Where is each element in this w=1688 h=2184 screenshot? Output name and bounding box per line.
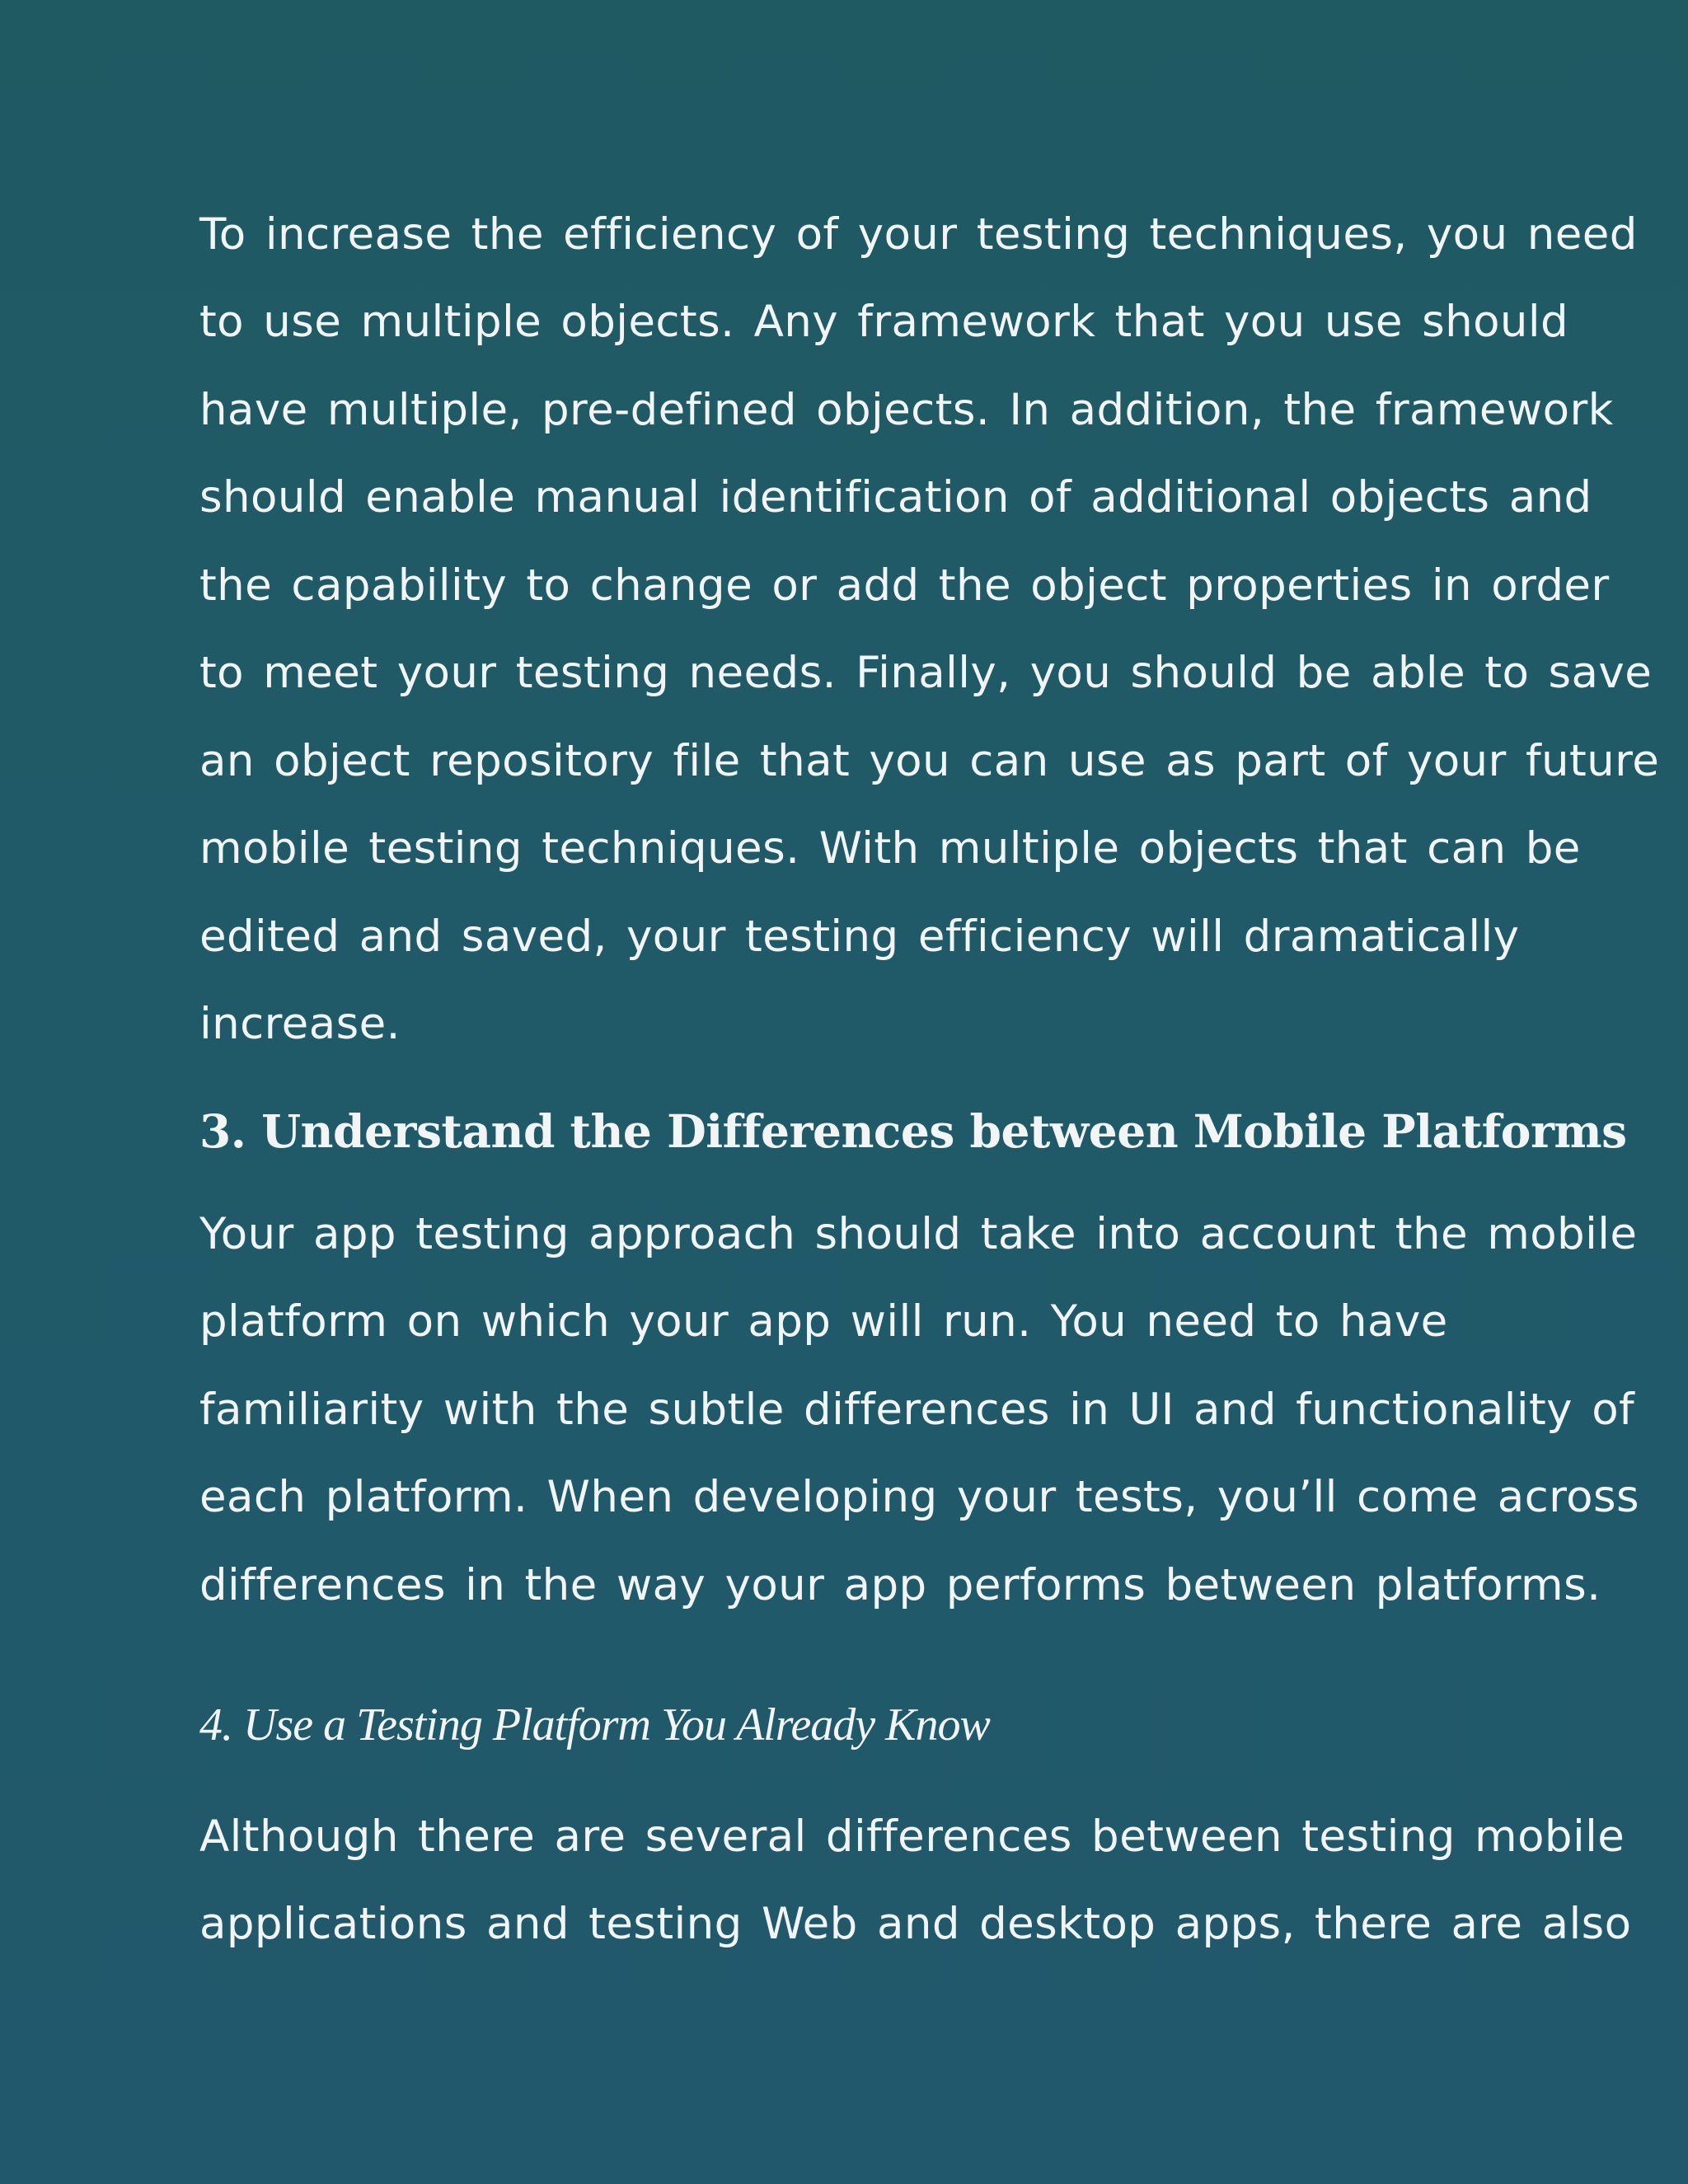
- paragraph-line: familiarity with the subtle differences in UI and functionality of: [199, 1385, 1635, 1435]
- paragraph-line: increase.: [199, 999, 401, 1049]
- paragraph-line: Although there are several differences between testing mobile: [199, 1811, 1625, 1862]
- paragraph-line: should enable manual identification of additional objects and: [199, 472, 1592, 523]
- section-heading-3: 3. Understand the Differences between Mobile Platforms: [199, 1104, 1627, 1158]
- paragraph-line: To increase the efficiency of your testing techniques, you need: [199, 209, 1638, 260]
- paragraph-line: Your app testing approach should take into account the mobile: [199, 1209, 1638, 1259]
- paragraph-line: differences in the way your app performs between platforms.: [199, 1560, 1601, 1610]
- paragraph-line: each platform. When developing your tests, you’ll come across: [199, 1472, 1639, 1522]
- paragraph-line: to use multiple objects. Any framework that you use should: [199, 297, 1569, 347]
- paragraph-line: to meet your testing needs. Finally, you should be able to save: [199, 648, 1653, 698]
- paragraph-line: mobile testing techniques. With multiple objects that can be: [199, 823, 1581, 874]
- section-heading-4: 4. Use a Testing Platform You Already Know: [199, 1699, 990, 1750]
- paragraph-line: the capability to change or add the object properties in order: [199, 560, 1610, 611]
- paragraph-line: platform on which your app will run. You need to have: [199, 1296, 1448, 1347]
- paragraph-line: have multiple, pre-defined objects. In addition, the framework: [199, 385, 1614, 435]
- paragraph-line: applications and testing Web and desktop apps, there are also: [199, 1899, 1632, 1949]
- paragraph-line: edited and saved, your testing efficiency will dramatically: [199, 912, 1520, 962]
- paragraph-line: an object repository file that you can use as part of your future: [199, 736, 1660, 786]
